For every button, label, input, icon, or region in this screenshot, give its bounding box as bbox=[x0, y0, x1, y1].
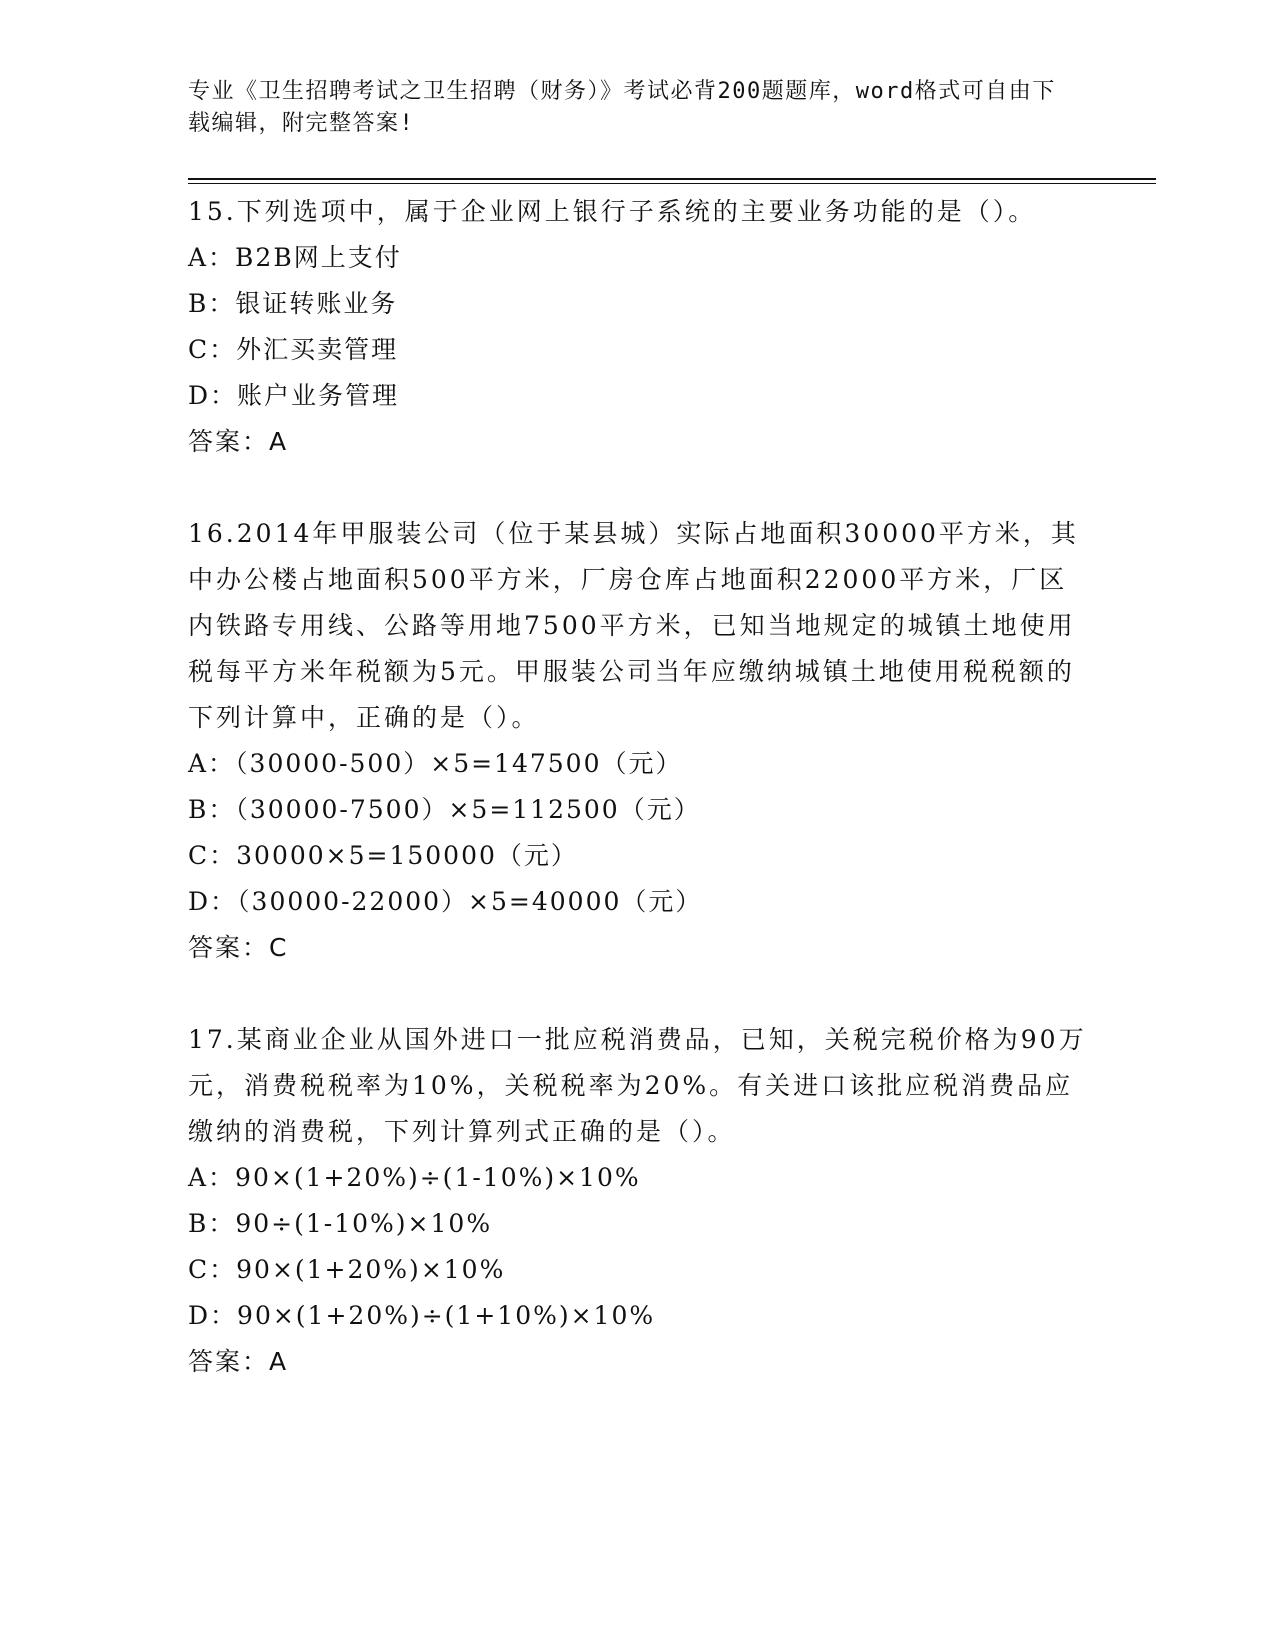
question-stem: 16.2014年甲服装公司（位于某县城）实际占地面积30000平方米，其中办公楼占地面积500平方米，厂房仓库占地面积22000平方米，厂区内铁路专用线、公路等用地7500平方米，已知当地规定的城镇土地使用税每平方米年税额为5元。甲服装公司当年应缴纳城镇土地使用税税额的下列计算中，正确的是（）。 bbox=[188, 519, 1079, 732]
question-stem: 17.某商业企业从国外进口一批应税消费品，已知，关税完税价格为90万元，消费税税率为10%，关税税率为20%。有关进口该批应税消费品应缴纳的消费税，下列计算列式正确的是（）。 bbox=[188, 1025, 1087, 1146]
option-b: B：银证转账业务 bbox=[188, 289, 398, 318]
question-stem: 15.下列选项中，属于企业网上银行子系统的主要业务功能的是（）。 bbox=[188, 197, 1037, 226]
option-c: C：30000×5=150000（元） bbox=[188, 841, 578, 870]
option-a: A：B2B网上支付 bbox=[188, 243, 402, 272]
option-c: C：外汇买卖管理 bbox=[188, 335, 399, 364]
question-spacer bbox=[188, 971, 1088, 1017]
option-a: A：90×(1+20%)÷(1-10%)×10% bbox=[188, 1163, 641, 1192]
option-b: B：（30000-7500）×5=112500（元） bbox=[188, 795, 701, 824]
option-d: D：账户业务管理 bbox=[188, 381, 400, 410]
option-d: D：90×(1+20%)÷(1+10%)×10% bbox=[188, 1301, 656, 1330]
option-b: B：90÷(1-10%)×10% bbox=[188, 1209, 493, 1238]
header-divider-thin bbox=[188, 183, 1156, 184]
answer-line: 答案：C bbox=[188, 933, 289, 962]
question-spacer bbox=[188, 465, 1088, 511]
option-a: A：（30000-500）×5=147500（元） bbox=[188, 749, 683, 778]
header-divider bbox=[188, 178, 1156, 180]
question-15 bbox=[188, 189, 1088, 465]
answer-line: 答案：A bbox=[188, 1347, 289, 1376]
page-header: 专业《卫生招聘考试之卫生招聘（财务）》考试必背200题题库，word格式可自由下载编辑，附完整答案! bbox=[188, 79, 1056, 136]
question-17 bbox=[188, 1017, 1088, 1385]
question-list bbox=[188, 189, 1088, 1385]
option-c: C：90×(1+20%)×10% bbox=[188, 1255, 506, 1284]
question-16 bbox=[188, 511, 1088, 971]
answer-line: 答案：A bbox=[188, 427, 289, 456]
option-d: D：（30000-22000）×5=40000（元） bbox=[188, 887, 703, 916]
